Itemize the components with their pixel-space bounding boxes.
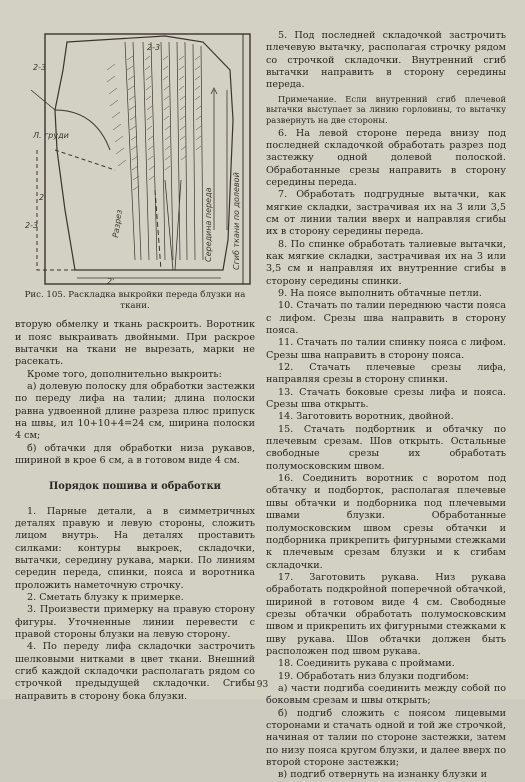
paragraph: 3. Произвести примерку на правую сторону фигуры. Уточненные линии перевести с правой стороны блузки на левую сторону. [15,604,255,641]
label-cut: Разрез [111,209,124,239]
paragraph: б) обтачки для обработки низа рукавов, шириной в крое 6 см, а в готовом виде 4 см. [15,442,255,466]
list-item: 16. Соединить воротник с воротом под обтачку и подборток, располагая плечевые швы обтачки и подборника под плечевыми швами блузки. Обработанные полумосковским швом срезы обтачки и подборника прикрепить фигурными стежками к плечевым срезам блузки и к сгибам складочки. [266,473,506,571]
list-item: а) части подгиба соединить между собой по боковым срезам и швы открыть; [266,682,506,707]
paragraph: 5. Под последней складочкой застрочить плечевую вытачку, располагая строчку рядом со строчкой складочки. Внутренний сгиб вытачки направить в сторону середины переда. [266,30,506,91]
pattern-figure [15,30,255,288]
label-2-3-bottom: 2-3 [25,221,39,230]
pattern-layout-diagram [15,30,255,288]
label-2: 2 [39,193,45,202]
list-item: 10. Стачать по талии переднюю части пояса с лифом. Срезы шва направить в сторону пояса. [266,300,506,336]
list-item: 9. На поясе выполнить обтачные петли. [278,287,482,299]
paragraph: 2. Сметать блузку к примерке. [27,592,184,604]
label-fold: Сгиб ткани по долевой [232,172,241,270]
list-item: 6. На левой стороне переда внизу под последней складочкой обработать разрез под застежку одной долевой полоской. Обработанные срезы направить в сторону середины переда. [266,127,506,188]
list-item: 18. Соединить рукава с проймами. [278,658,455,670]
paragraph: а) долевую полоску для обработки застежки по переду лифа на талии; длина полоски равна удвоенной длине разреза плюс припуск на швы, ил 10+10+4=24 см, ширина полоски 4 см; [15,380,255,442]
list-item: 17. Заготовить рукава. Низ рукава обработать подкройной поперечной обтачкой, шириной в готовом виде 4 см. Свободные срезы обтачки обработать полумосковским швом и прикрепить их фигурными стежками к шву рукава. Шов обтачки должен быть расположен под швом рукава. [266,571,506,657]
list-item: 15. Стачать подбортник и обтачку по плечевым срезам. Шов открыть. Остальные свободные срезы их обработать полумосковским швом. [266,423,506,472]
paragraph: вторую обмелку и ткань раскроить. Воротник и пояс выкраивать двойными. При раскрое вытачки на ткани не вырезать, марки не расекать. [15,319,255,368]
list-item: б) подгиб сложить с поясом лицевыми сторонами и стачать одной и той же строчкой, начиная от талии по стороне застежки, затем по низу пояса кругом блузки, и далее вверх по второй стороне застежки; [266,707,506,769]
list-item: 12. Стачать плечевые срезы лифа, направляя срезы в сторону спинки. [266,362,506,386]
paragraph: Кроме того, дополнительно выкроить: [27,368,222,380]
figure-caption: Рис. 105. Раскладка выкройки переда блузки на ткани. [24,290,246,311]
section-title: Порядок пошива и обработки [49,481,221,493]
list-item: 13. Стачать боковые срезы лифа и пояса. Срезы шва открыть. [266,386,506,411]
label-2-prime: 2' [107,277,115,286]
list-item: 8. По спинке обработать талиевые вытачки, как мягкие складки, застрачивая их на 3 или 3,5 см и направляя их внутренние сгибы в сторону середины спинки. [266,238,506,287]
paragraph: 4. По переду лифа складочки застрочить шелковыми нитками в цвет ткани. Внешний сгиб каждой складочки располагать рядом со строчкой предыдущей складочки. Сгибы направить в сторону бока блузки. [15,641,255,702]
paragraph: 1. Парные детали, а в симметричных деталях правую и левую стороны, сложить лицом внутрь. На деталях проставить силками: контуры выкроек, складочки, вытачки, середину рукава, марки. По линиям середин переда, спинки, пояса и воротника проложить наметочную строчку. [15,505,255,591]
page-number: 93 [256,680,269,690]
list-item: 7. Обработать подгрудные вытачки, как мягкие складки, застрачивая их на 3 или 3,5 см от линии талии вверх и направляя сгибы их в сторону середины переда. [266,189,506,238]
list-item: 19. Обработать низ блузки подгибом: [278,670,469,682]
label-2-3-left: 2-3 [33,63,47,72]
note: Примечание. Если внутренний сгиб плечевой вытачки выступает за линию горловины, то вытачку развернуть на две стороны. [266,93,506,125]
label-chest-line: Л. груди [33,131,69,140]
right-column [266,30,506,782]
left-column [15,30,255,703]
label-mid-front: Середина переда [204,187,213,262]
list-item: в) подгиб отвернуть на изнанку блузки и [278,769,488,781]
list-item: 11. Стачать по талии спинку пояса с лифом. Срезы шва направить в сторону пояса. [266,337,506,361]
label-2-3-top: 2-3 [147,43,161,52]
list-item: 14. Заготовить воротник, двойной. [278,411,454,423]
